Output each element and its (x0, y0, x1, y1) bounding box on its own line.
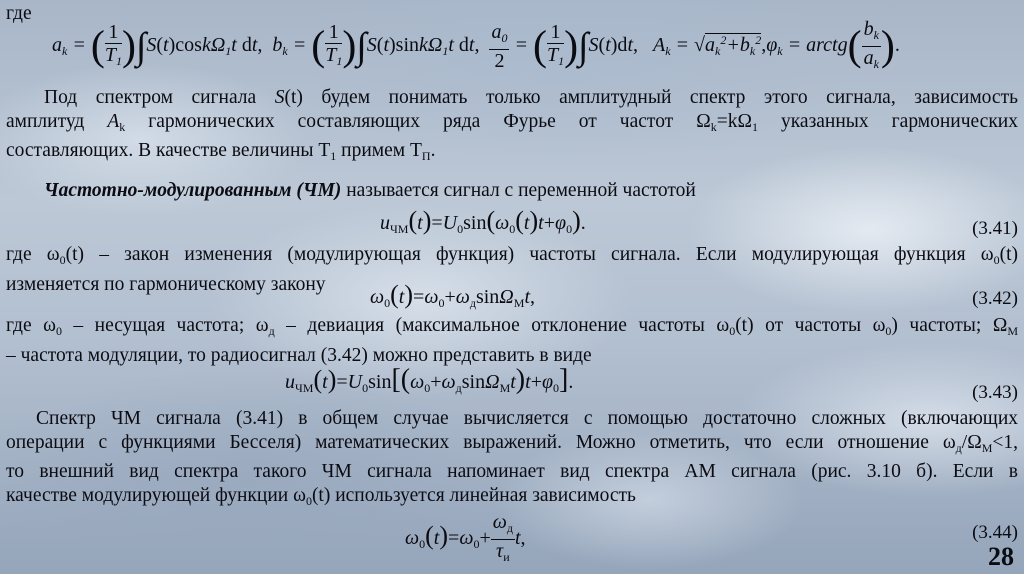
equation-number-3-42: (3.42) (972, 288, 1018, 309)
equation-3-41: $u_{ЧМ}(t)=U_0\sin(\omega_0(t)t+\varphi_0)$. (3.41) (380, 206, 1018, 239)
equation-number-3-43: (3.43) (972, 382, 1018, 403)
intro-word: где (6, 3, 32, 24)
fm-definition-text: называется сигнал с переменной частотой (341, 180, 696, 201)
equation-3-43: $u_{ЧМ}(t)=U_0\sin[(\omega_0+\omega_д\sin\Omega_Мt)t+\varphi_0]$. (3.43) (285, 364, 1018, 403)
page-number: 28 (988, 542, 1014, 571)
paragraph-fm-definition (44, 179, 944, 203)
equation-number-3-44: (3.44) (972, 522, 1018, 543)
paragraph-spectrum-definition: Под спектром сигнала S(t) будем понимать только амплитудный спектр этого сигнала, зависимость амплитуд $A_k$ гармонических составляющих ряда Фурье от частот $\Omega_k=k\Omega_1$ указанных гармонических составляющих. В качестве величины $T_1$ примем $T_П$. (6, 87, 1018, 163)
formula-coefficients: $a_k$ = ( $\frac{1}{T_1}$ )∫S(t)coskΩ$_1$t dt, $b_k$ = ( $\frac{1}{T_1}$ )∫S(t)sinkΩ$_1$t dt, $\frac{a_0}{2}$ = ( $\frac{1}{T_1}$ )∫S(t)dt, $A_k = √a_k^2+b_k^2,\varphi_k$ = arctg( $\frac{b_k}{a_k}$ ). (52, 17, 900, 72)
paragraph-fm-spectrum: Спектр ЧМ сигнала (3.41) в общем случае вычисляется с помощью достаточно сложных (включающих операции с функциями Бесселя) математических выражений. Можно отметить, что если отношение $\omega_д/\Omega_М<1$, то внешний вид спектра такого ЧМ сигнала напоминает вид спектра АМ сигнала (рис. 3.10 б). Если в качестве модулирующей функции $\omega_0(t)$ используется линейная зависимость (6, 408, 1018, 508)
equation-number-3-41: (3.41) (972, 218, 1018, 239)
paragraph-carrier-deviation: где $\omega_0$ – несущая частота; $\omega_д$ – девиация (максимальное отклонение частоты $\omega_0(t)$ от частоты $\omega_0$) частоты; $\Omega_М$ – частота модуляции, то радиосигнал (3.42) можно представить в виде (6, 315, 1018, 366)
paragraph-modulating-function: где $\omega_0(t)$ – закон изменения (модулирующая функция) частоты сигнала. Если модулирующая функция $\omega_0(t)$ изменяется по гармоническому закону (6, 244, 1018, 295)
equation-3-44: $\omega_0(t)=\omega_0+$ $\frac{\omega_д}{\tau_и}$ t, (3.44) (405, 510, 1018, 564)
equation-3-42: $\omega_0(t)=\omega_0+\omega_д\sin\Omega_Мt$, (3.42) (370, 280, 1018, 310)
fm-term: Частотно-модулированным (ЧМ) (44, 180, 342, 201)
